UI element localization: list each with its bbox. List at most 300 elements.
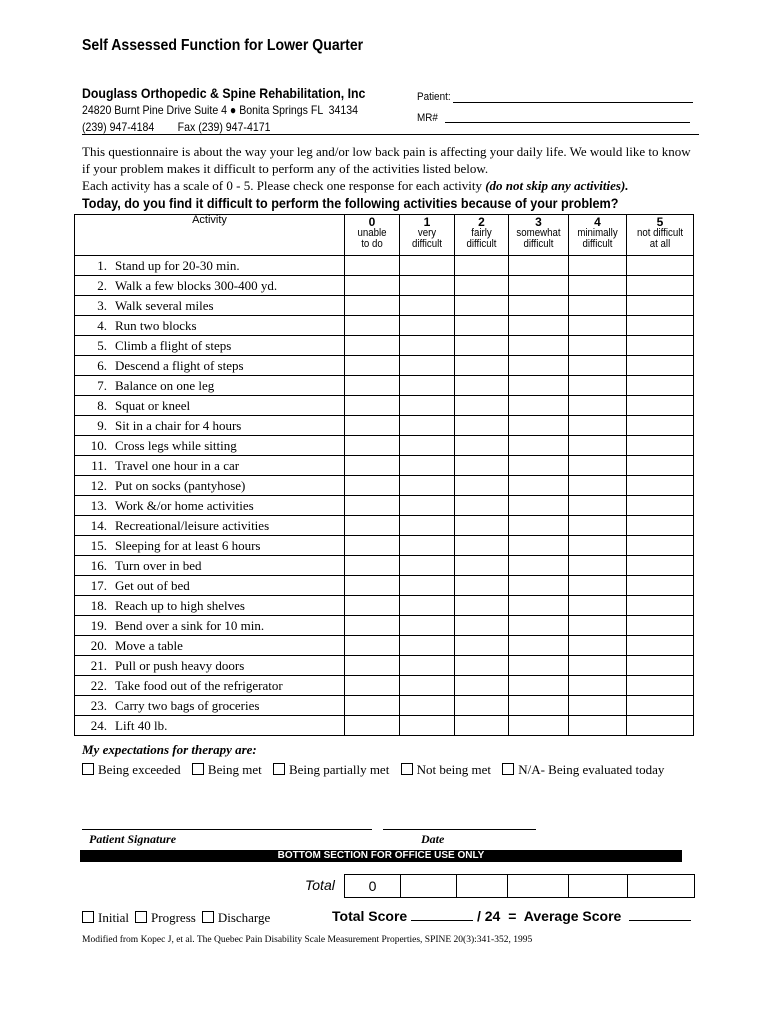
response-cell[interactable] <box>509 376 569 396</box>
response-cell[interactable] <box>627 416 694 436</box>
response-cell[interactable] <box>455 496 509 516</box>
response-cell[interactable] <box>569 596 627 616</box>
activity-cell <box>75 256 345 276</box>
response-cell[interactable] <box>509 616 569 636</box>
visit-label: Discharge <box>217 910 271 925</box>
response-cell[interactable] <box>400 436 455 456</box>
response-cell[interactable] <box>569 696 627 716</box>
activity-label: Stand up for 20-30 min. <box>115 257 240 273</box>
instructions-emphasis: (do not skip any activities). <box>485 178 629 193</box>
activity-label: Balance on one leg <box>115 377 215 393</box>
checkbox-icon[interactable] <box>192 763 204 775</box>
header-divider <box>82 134 699 135</box>
response-cell[interactable] <box>569 456 627 476</box>
visit-label: Progress <box>151 910 196 925</box>
activity-cell <box>75 416 345 436</box>
response-cell[interactable] <box>345 556 400 576</box>
response-cell[interactable] <box>455 356 509 376</box>
total-label: Total <box>305 877 335 893</box>
activity-number: 18. <box>90 597 107 613</box>
scale-header <box>627 215 694 256</box>
table-row <box>75 456 694 476</box>
instructions-line2: Each activity has a scale of 0 - 5. Please check one response for each activity <box>82 178 486 193</box>
average-score-label: Average Score <box>523 908 622 924</box>
equals-sign: = <box>508 908 517 924</box>
response-cell[interactable] <box>569 516 627 536</box>
activity-label: Reach up to high shelves <box>115 597 245 613</box>
response-cell[interactable] <box>455 296 509 316</box>
response-cell[interactable] <box>345 516 400 536</box>
response-cell[interactable] <box>627 596 694 616</box>
response-cell[interactable] <box>345 716 400 736</box>
response-cell[interactable] <box>509 276 569 296</box>
activity-cell <box>75 616 345 636</box>
scale-label: difficult <box>466 238 497 250</box>
response-cell[interactable] <box>400 616 455 636</box>
response-cell[interactable] <box>455 716 509 736</box>
visit-type-options <box>82 910 276 926</box>
scale-number: 0 <box>368 215 376 229</box>
score-denominator: / 24 <box>476 908 501 924</box>
response-cell[interactable] <box>627 476 694 496</box>
form-title: Self Assessed Function for Lower Quarter <box>82 37 364 54</box>
activity-cell <box>75 716 345 736</box>
response-cell[interactable] <box>455 336 509 356</box>
activity-number: 14. <box>90 517 107 533</box>
scale-label: fairly <box>471 227 492 239</box>
scale-number: 4 <box>594 215 601 229</box>
activity-number: 23. <box>90 697 107 713</box>
response-cell[interactable] <box>627 456 694 476</box>
response-cell[interactable] <box>569 416 627 436</box>
checkbox-icon[interactable] <box>273 763 285 775</box>
scale-label: unable <box>357 227 387 239</box>
response-cell[interactable] <box>455 676 509 696</box>
activity-number: 6. <box>97 357 107 373</box>
response-cell[interactable] <box>345 616 400 636</box>
response-cell[interactable] <box>509 656 569 676</box>
patient-label: Patient: <box>417 91 451 103</box>
activity-number: 13. <box>90 497 107 513</box>
response-cell[interactable] <box>455 396 509 416</box>
response-cell[interactable] <box>345 336 400 356</box>
checkbox-icon[interactable] <box>502 763 514 775</box>
table-row <box>75 676 694 696</box>
scale-header <box>345 215 400 256</box>
patient-name-field[interactable] <box>453 88 693 103</box>
activity-number: 16. <box>90 557 107 573</box>
activity-number: 2. <box>97 277 107 293</box>
response-cell[interactable] <box>569 576 627 596</box>
response-cell[interactable] <box>400 256 455 276</box>
response-cell[interactable] <box>455 456 509 476</box>
activity-label: Move a table <box>115 637 183 653</box>
response-cell[interactable] <box>627 556 694 576</box>
visit-option[interactable] <box>82 910 129 925</box>
response-cell[interactable] <box>345 696 400 716</box>
table-row <box>75 296 694 316</box>
response-cell[interactable] <box>345 456 400 476</box>
mr-label: MR# <box>417 112 438 124</box>
activity-label: Run two blocks <box>115 317 197 333</box>
response-cell[interactable] <box>400 336 455 356</box>
response-cell[interactable] <box>509 416 569 436</box>
activity-label: Put on socks (pantyhose) <box>115 477 246 493</box>
activity-label: Recreational/leisure activities <box>115 517 270 533</box>
response-cell[interactable] <box>455 476 509 496</box>
response-cell[interactable] <box>400 576 455 596</box>
total-cell <box>508 875 569 898</box>
activity-number: 8. <box>97 397 107 413</box>
activity-cell <box>75 436 345 456</box>
response-cell[interactable] <box>400 396 455 416</box>
response-cell[interactable] <box>400 316 455 336</box>
response-cell[interactable] <box>400 636 455 656</box>
response-cell[interactable] <box>509 636 569 656</box>
response-cell[interactable] <box>455 536 509 556</box>
scale-number: 1 <box>423 215 431 229</box>
response-cell[interactable] <box>569 636 627 656</box>
date-label: Date <box>421 832 445 846</box>
response-cell[interactable] <box>569 556 627 576</box>
activity-number: 7. <box>97 377 107 393</box>
response-cell[interactable] <box>345 316 400 336</box>
response-cell[interactable] <box>509 336 569 356</box>
response-cell[interactable] <box>455 256 509 276</box>
response-cell[interactable] <box>569 276 627 296</box>
activity-number: 22. <box>90 677 107 693</box>
response-cell[interactable] <box>509 436 569 456</box>
response-cell[interactable] <box>400 676 455 696</box>
response-cell[interactable] <box>345 256 400 276</box>
response-cell[interactable] <box>627 696 694 716</box>
response-cell[interactable] <box>400 656 455 676</box>
activity-number: 10. <box>90 437 107 453</box>
response-cell[interactable] <box>345 496 400 516</box>
total-cell <box>401 875 457 898</box>
activity-number: 11. <box>91 457 107 473</box>
response-cell[interactable] <box>400 596 455 616</box>
table-row <box>75 636 694 656</box>
expectation-option[interactable] <box>401 762 491 777</box>
response-cell[interactable] <box>627 716 694 736</box>
response-cell[interactable] <box>509 596 569 616</box>
visit-option[interactable] <box>202 910 270 925</box>
activity-header: Activity <box>75 215 345 256</box>
scale-label: to do <box>361 238 383 250</box>
response-cell[interactable] <box>400 556 455 576</box>
expectation-option[interactable] <box>502 762 664 777</box>
clinic-address <box>82 103 358 117</box>
response-cell[interactable] <box>345 396 400 416</box>
response-cell[interactable] <box>627 576 694 596</box>
activity-number: 17. <box>90 577 107 593</box>
activity-cell <box>75 296 345 316</box>
activity-cell <box>75 396 345 416</box>
activity-label: Sleeping for at least 6 hours <box>115 537 261 553</box>
response-cell[interactable] <box>627 536 694 556</box>
expectation-option[interactable] <box>273 762 389 777</box>
activity-label: Walk a few blocks 300-400 yd. <box>115 277 278 293</box>
table-row <box>75 576 694 596</box>
response-cell[interactable] <box>345 576 400 596</box>
activity-cell <box>75 496 345 516</box>
scale-number: 3 <box>535 215 542 229</box>
response-cell[interactable] <box>569 356 627 376</box>
response-cell[interactable] <box>569 616 627 636</box>
response-cell[interactable] <box>509 716 569 736</box>
checkbox-icon[interactable] <box>135 911 147 923</box>
table-row <box>75 256 694 276</box>
average-score-field[interactable] <box>629 908 691 921</box>
activity-cell <box>75 316 345 336</box>
response-cell[interactable] <box>345 656 400 676</box>
response-cell[interactable] <box>345 676 400 696</box>
response-cell[interactable] <box>627 656 694 676</box>
activity-label: Pull or push heavy doors <box>115 657 245 673</box>
response-cell[interactable] <box>569 496 627 516</box>
citation-footer: Modified from Kopec J, et al. The Quebec Pain Disability Scale Measurement Properties, SPINE 20(3):341-352, 1995 <box>82 935 533 945</box>
expectation-label: Being exceeded <box>98 762 181 777</box>
office-use-banner: BOTTOM SECTION FOR OFFICE USE ONLY <box>80 850 682 862</box>
response-cell[interactable] <box>455 656 509 676</box>
activity-label: Descend a flight of steps <box>115 357 244 373</box>
scale-label: somewhat <box>516 227 561 239</box>
expectation-label: Being met <box>207 762 262 777</box>
response-cell[interactable] <box>627 496 694 516</box>
response-cell[interactable] <box>455 276 509 296</box>
response-cell[interactable] <box>509 676 569 696</box>
bullet-icon: ● <box>229 103 237 117</box>
activity-label: Cross legs while sitting <box>115 437 237 453</box>
response-cell[interactable] <box>400 496 455 516</box>
activity-cell <box>75 656 345 676</box>
activity-number: 5. <box>97 337 107 353</box>
response-cell[interactable] <box>345 276 400 296</box>
scale-header <box>455 215 509 256</box>
table-row <box>75 316 694 336</box>
checkbox-icon[interactable] <box>82 763 94 775</box>
response-cell[interactable] <box>400 696 455 716</box>
checkbox-icon[interactable] <box>202 911 214 923</box>
activity-cell <box>75 576 345 596</box>
response-cell[interactable] <box>400 476 455 496</box>
table-row <box>75 696 694 716</box>
response-cell[interactable] <box>627 316 694 336</box>
activity-cell <box>75 456 345 476</box>
scale-number: 2 <box>478 215 485 229</box>
response-cell[interactable] <box>569 316 627 336</box>
activity-cell <box>75 276 345 296</box>
activity-label: Work &/or home activities <box>115 497 254 513</box>
response-cell[interactable] <box>627 516 694 536</box>
response-cell[interactable] <box>627 256 694 276</box>
response-cell[interactable] <box>455 436 509 456</box>
response-cell[interactable] <box>400 376 455 396</box>
mr-number-field[interactable] <box>445 108 690 123</box>
response-cell[interactable] <box>569 256 627 276</box>
response-cell[interactable] <box>455 516 509 536</box>
response-cell[interactable] <box>569 436 627 456</box>
activity-cell <box>75 596 345 616</box>
activity-cell <box>75 516 345 536</box>
response-cell[interactable] <box>345 416 400 436</box>
response-cell[interactable] <box>627 296 694 316</box>
response-cell[interactable] <box>509 536 569 556</box>
response-cell[interactable] <box>400 516 455 536</box>
response-cell[interactable] <box>345 636 400 656</box>
response-cell[interactable] <box>509 316 569 336</box>
response-cell[interactable] <box>509 576 569 596</box>
response-cell[interactable] <box>627 336 694 356</box>
response-cell[interactable] <box>345 296 400 316</box>
response-cell[interactable] <box>627 636 694 656</box>
response-cell[interactable] <box>569 396 627 416</box>
response-cell[interactable] <box>627 436 694 456</box>
activity-label: Lift 40 lb. <box>115 717 168 733</box>
response-cell[interactable] <box>400 356 455 376</box>
response-cell[interactable] <box>400 456 455 476</box>
response-cell[interactable] <box>509 356 569 376</box>
total-cell <box>457 875 508 898</box>
response-cell[interactable] <box>345 356 400 376</box>
response-cell[interactable] <box>509 396 569 416</box>
response-cell[interactable] <box>400 716 455 736</box>
response-cell[interactable] <box>627 356 694 376</box>
clinic-phone <box>82 120 270 134</box>
response-cell[interactable] <box>627 676 694 696</box>
table-row <box>75 496 694 516</box>
table-row <box>75 416 694 436</box>
patient-signature-line[interactable] <box>82 829 372 830</box>
activity-number: 1. <box>97 257 107 273</box>
score-line <box>332 908 691 924</box>
activity-label: Take food out of the refrigerator <box>115 677 283 693</box>
scale-header <box>400 215 455 256</box>
response-cell[interactable] <box>509 516 569 536</box>
response-cell[interactable] <box>455 596 509 616</box>
response-cell[interactable] <box>509 496 569 516</box>
table-row <box>75 716 694 736</box>
response-cell[interactable] <box>400 416 455 436</box>
activity-number: 20. <box>90 637 107 653</box>
activity-cell <box>75 476 345 496</box>
response-cell[interactable] <box>509 256 569 276</box>
response-cell[interactable] <box>627 616 694 636</box>
expectation-option[interactable] <box>192 762 262 777</box>
response-cell[interactable] <box>455 616 509 636</box>
response-cell[interactable] <box>509 296 569 316</box>
total-cell <box>628 875 695 898</box>
activity-label: Travel one hour in a car <box>115 457 240 473</box>
total-cell-value: 0 <box>345 875 401 898</box>
response-cell[interactable] <box>509 476 569 496</box>
activity-cell <box>75 696 345 716</box>
response-cell[interactable] <box>509 696 569 716</box>
response-cell[interactable] <box>627 396 694 416</box>
response-cell[interactable] <box>455 376 509 396</box>
table-row <box>75 556 694 576</box>
expectations-options <box>82 761 702 778</box>
response-cell[interactable] <box>569 656 627 676</box>
response-cell[interactable] <box>345 536 400 556</box>
response-cell[interactable] <box>345 476 400 496</box>
response-cell[interactable] <box>455 316 509 336</box>
instructions <box>82 143 697 194</box>
response-cell[interactable] <box>569 676 627 696</box>
response-cell[interactable] <box>509 556 569 576</box>
response-cell[interactable] <box>569 296 627 316</box>
date-line[interactable] <box>383 829 536 830</box>
activity-label: Squat or kneel <box>115 397 191 413</box>
response-cell[interactable] <box>627 376 694 396</box>
instructions-line1: This questionnaire is about the way your leg and/or low back pain is affecting your daily life. We would like to know if your problem makes it difficult to perform any of the activities listed below. <box>82 144 691 176</box>
activity-rows <box>75 256 694 736</box>
response-cell[interactable] <box>455 416 509 436</box>
activity-cell <box>75 636 345 656</box>
response-cell[interactable] <box>400 276 455 296</box>
visit-option[interactable] <box>135 910 196 925</box>
response-cell[interactable] <box>345 436 400 456</box>
clinic-name: Douglass Orthopedic & Spine Rehabilitation, Inc <box>82 85 366 101</box>
fax-number: Fax (239) 947-4171 <box>177 120 271 134</box>
activity-cell <box>75 556 345 576</box>
scale-label: difficult <box>412 238 442 250</box>
response-cell[interactable] <box>569 476 627 496</box>
response-cell[interactable] <box>455 696 509 716</box>
checkbox-icon[interactable] <box>82 911 94 923</box>
expectation-option[interactable] <box>82 762 181 777</box>
activity-cell <box>75 336 345 356</box>
activity-number: 3. <box>97 297 107 313</box>
response-cell[interactable] <box>569 376 627 396</box>
response-cell[interactable] <box>455 636 509 656</box>
total-score-field[interactable] <box>411 908 473 921</box>
response-cell[interactable] <box>509 456 569 476</box>
expectation-label: Not being met <box>416 762 491 777</box>
table-row <box>75 336 694 356</box>
table-row <box>75 596 694 616</box>
response-cell[interactable] <box>400 296 455 316</box>
response-cell[interactable] <box>345 596 400 616</box>
response-cell[interactable] <box>455 576 509 596</box>
activity-number: 19. <box>90 617 107 633</box>
table-row <box>75 356 694 376</box>
response-cell[interactable] <box>569 716 627 736</box>
scale-label: difficult <box>523 238 554 250</box>
response-cell[interactable] <box>569 536 627 556</box>
expectations-heading: My expectations for therapy are: <box>82 742 257 757</box>
total-cell <box>569 875 628 898</box>
expectation-label: N/A- Being evaluated today <box>518 762 665 777</box>
table-row <box>75 616 694 636</box>
checkbox-icon[interactable] <box>401 763 413 775</box>
phone-number: (239) 947-4184 <box>82 120 155 134</box>
scale-label: very <box>417 227 437 239</box>
activity-number: 21. <box>90 657 107 673</box>
activity-label: Sit in a chair for 4 hours <box>115 417 242 433</box>
activity-number: 24. <box>90 717 107 733</box>
response-cell[interactable] <box>455 556 509 576</box>
activity-label: Get out of bed <box>115 577 190 593</box>
response-cell[interactable] <box>400 536 455 556</box>
activity-number: 9. <box>97 417 107 433</box>
table-row <box>75 276 694 296</box>
response-cell[interactable] <box>627 276 694 296</box>
activity-label: Carry two bags of groceries <box>115 697 260 713</box>
response-cell[interactable] <box>345 376 400 396</box>
response-cell[interactable] <box>569 336 627 356</box>
